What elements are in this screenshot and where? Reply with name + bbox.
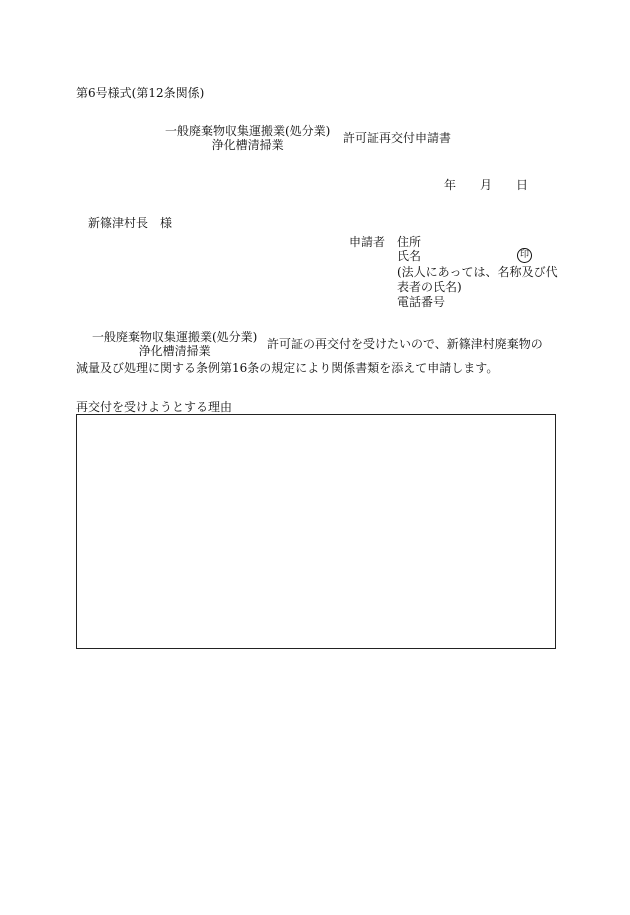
date-day: 日 <box>516 178 529 192</box>
applicant-name-label: 氏名 <box>397 249 422 263</box>
title-type-line1: 一般廃棄物収集運搬業(処分業) <box>165 124 331 138</box>
title-business-types <box>165 124 330 153</box>
applicant-corporate-note-line1: (法人にあっては、名称及び代 <box>397 265 558 279</box>
body-text-line2: 減量及び処理に関する条例第16条の規定により関係書類を添えて申請します。 <box>76 361 499 375</box>
body-business-types <box>92 330 257 359</box>
body-type-line1: 一般廃棄物収集運搬業(処分業) <box>92 330 258 344</box>
applicant-address-label: 住所 <box>397 235 422 249</box>
body-text-line1: 許可証の再交付を受けたいので、新篠津村廃棄物の <box>267 337 543 351</box>
applicant-label: 申請者 <box>349 235 386 249</box>
addressee: 新篠津村長 様 <box>88 216 173 230</box>
reason-label: 再交付を受けようとする理由 <box>76 400 233 414</box>
reason-textbox[interactable] <box>76 414 556 649</box>
date-year: 年 <box>444 178 457 192</box>
form-number: 第6号様式(第12条関係) <box>76 86 205 100</box>
title-suffix: 許可証再交付申請書 <box>343 131 452 145</box>
body-type-line2: 浄化槽清掃業 <box>138 344 211 359</box>
title-type-line2: 浄化槽清掃業 <box>211 138 284 153</box>
seal-mark: 印 <box>517 248 532 263</box>
applicant-corporate-note-line2: 表者の氏名) <box>397 280 462 294</box>
date-month: 月 <box>480 178 493 192</box>
applicant-phone-label: 電話番号 <box>397 295 446 309</box>
